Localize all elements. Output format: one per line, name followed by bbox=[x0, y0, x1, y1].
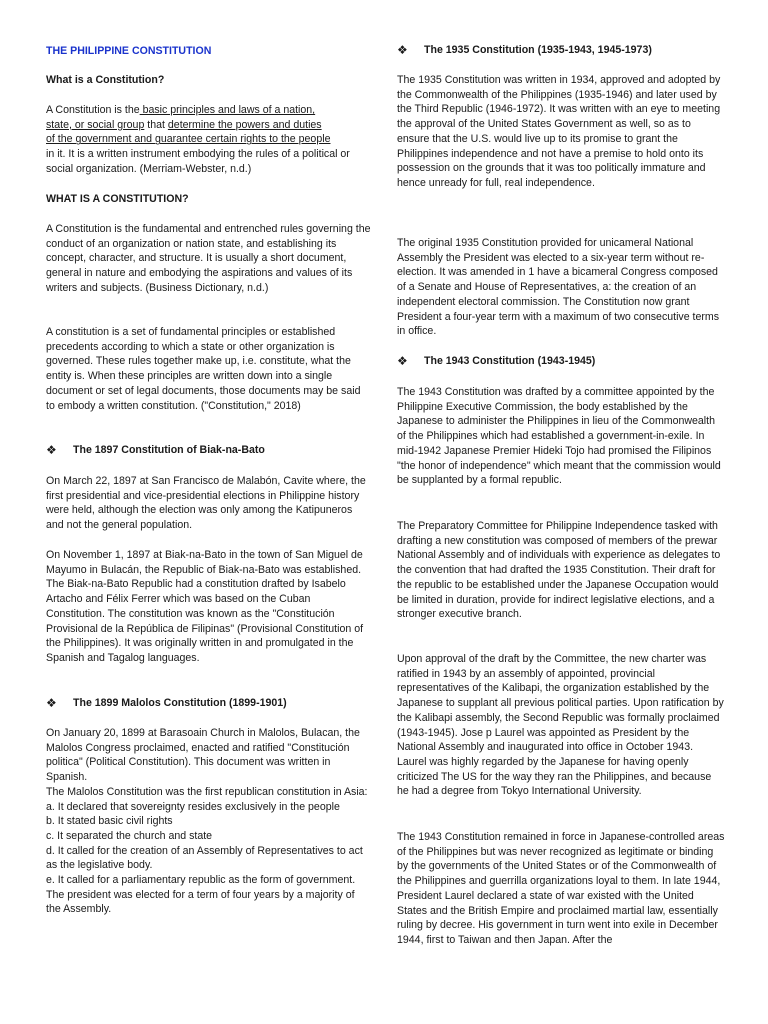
diamond-bullet-icon: ❖ bbox=[46, 696, 57, 710]
diamond-bullet-icon: ❖ bbox=[46, 443, 57, 457]
underlined-phrase: of the government and guarantee certain rights to the people bbox=[46, 133, 331, 146]
section-body-1899 bbox=[46, 726, 372, 917]
definition-business-dictionary: A Constitution is the fundamental and entrenched rules governing the conduct of an organization or nation state, and establishing its concept, character, and structure. It is usually a short document, general in nature and embodying the aspirations and values of its writers and subjects. (Business Dictionary, n.d.) bbox=[46, 223, 371, 294]
section-heading-1899: ❖ The 1899 Malolos Constitution (1899-1901) bbox=[46, 696, 287, 710]
diamond-bullet-icon: ❖ bbox=[397, 354, 408, 368]
paragraph-1899-first-republican: The Malolos Constitution was the first republican constitution in Asia: bbox=[46, 785, 368, 798]
diamond-bullet-icon: ❖ bbox=[397, 43, 408, 57]
heading-what-is-a-constitution: WHAT IS A CONSTITUTION? bbox=[46, 193, 189, 205]
paragraph-1943-ratification: Upon approval of the draft by the Committee, the new charter was ratified in 1943 by an assembly of appointed, provincial representatives of the Kalibapi, the organization established by the Japanese to supplant all previous political parties. Upon ratification by the Kalibapi assembly, the Second Republic was formally proclaimed (1943-1945). Jose p Laurel was appointed as President by the National Assembly and inaugurated into office in October 1943. Laurel was highly regarded by the Japanese for having openly criticized The US for the way they ran the Philippines, and because he had a degree from Tokyo International University. bbox=[397, 653, 724, 798]
paragraph-1935-origin: The 1935 Constitution was written in 1934, approved and adopted by the Commonwealth of the Philippines (1935-1946) and later used by the Third Republic (1946-1972). It was written with an eye to meeting the approval of the United States Government as well, so as to ensure that the U.S. would live up to its promise to grant the Philippines independence and not have a premise to hold onto its possession on the grounds that it was too politically immature and hence unready for full, real independence. bbox=[397, 74, 721, 189]
underlined-phrase: state, or social group bbox=[46, 118, 145, 131]
underlined-phrase: basic principles and laws of a nation, bbox=[139, 104, 316, 116]
list-item: d. It called for the creation of an Assembly of Representatives to act as the legislative body. bbox=[46, 844, 363, 872]
paragraph-1899-malolos: On January 20, 1899 at Barasoain Church in Malolos, Bulacan, the Malolos Congress proclaimed, enacted and ratified "Constitución politica" (Political Constitution). This document was written in Spanish. bbox=[46, 727, 360, 784]
list-item: a. It declared that sovereignty resides exclusively in the people bbox=[46, 800, 340, 813]
section-heading-1935: ❖ The 1935 Constitution (1935-1943, 1945-1973) bbox=[397, 43, 652, 57]
section-heading-1897: ❖ The 1897 Constitution of Biak-na-Bato bbox=[46, 443, 265, 457]
paragraph-1943-drafting: The 1943 Constitution was drafted by a committee appointed by the Philippine Executive Commission, the body established by the Japanese to administer the Philippines in lieu of the Commonwealth of the Philippines which had established a government-in-exile. In mid-1942 Japanese Premier Hideki Tojo had promised the Filipinos "the honor of independence" which meant that the commission would be supplanted by a formal republic. bbox=[397, 386, 721, 487]
list-item: b. It stated basic civil rights bbox=[46, 815, 173, 828]
section-heading-1943: ❖ The 1943 Constitution (1943-1945) bbox=[397, 354, 596, 368]
paragraph-1943-preparatory-committee: The Preparatory Committee for Philippine Independence tasked with drafting a new constitution was composed of members of the prewar National Assembly and of individuals with experience as delegates to the convention that had drafted the 1935 Constitution. Their draft for the republic to be established under the Japanese Occupation would be limited in duration, provide for indirect legislative elections, and a stronger executive branch. bbox=[397, 520, 721, 621]
list-item: c. It separated the church and state bbox=[46, 829, 213, 842]
paragraph-1943-in-force: The 1943 Constitution remained in force in Japanese-controlled areas of the Philippines but was never recognized as legitimate or binding by the governments of the United States or of the Commonwealth of the Philippines and guerrilla organizations loyal to them. In late 1944, President Laurel declared a state of war existed with the United States and the British Empire and proclaimed martial law, essentially ruling by decree. His government in turn went into exile in December 1944, first to Taiwan and then Japan. After the bbox=[397, 831, 725, 946]
document-title: THE PHILIPPINE CONSTITUTION bbox=[46, 45, 212, 57]
question-what-is-constitution: What is a Constitution? bbox=[46, 74, 165, 86]
paragraph-1897-elections: On March 22, 1897 at San Francisco de Malabón, Cavite where, the first presidential and vice-presidential elections in Philippine history were held, although the election was only among the Katipuneros and not the general population. bbox=[46, 475, 366, 532]
paragraph-1935-amendments: The original 1935 Constitution provided for unicameral National Assembly the President was elected to a six-year term without re-election. It was amended in 1 have a bicameral Congress composed of a Senate and House of Representatives, a: the creation of an independent electoral commission. The Constitution now grant President a four-year term with a maximum of two consecutive terms in office. bbox=[397, 237, 720, 338]
paragraph-1897-biak-na-bato: On November 1, 1897 at Biak-na-Bato in the town of San Miguel de Mayumo in Bulacán, the Republic of Biak-na-Bato was established. The Biak-na-Bato Republic had a constitution drafted by Isabelo Artacho and Félix Ferrer which was based on the Cuban Constitution. The constitution was known as the "Constitución Provisional de la República de Filipinas" (Provisional Constitution of the Philippines). It was originally written in and promulgated in the Spanish and Tagalog languages. bbox=[46, 549, 364, 664]
definition-general: A constitution is a set of fundamental principles or established precedents according to which a state or other organization is governed. These rules together make up, i.e. constitute, what the entity is. When these principles are written down into a single document or set of legal documents, those documents may be said to embody a written constitution. ("Constitution," 2018) bbox=[46, 326, 361, 412]
list-item: e. It called for a parliamentary republic as the form of government. The president was elected for a term of four years by a majority of the Assembly. bbox=[46, 874, 356, 916]
definition-merriam-webster: A Constitution is the basic principles and laws of a nation, state, or social group that determine the powers and duties of the government and guarantee certain rights to the people in it. It is a written instrument embodying the rules of a political or social organization. (Merriam-Webster, n.d.) bbox=[46, 104, 350, 175]
underlined-phrase: determine the powers and duties bbox=[167, 118, 322, 131]
